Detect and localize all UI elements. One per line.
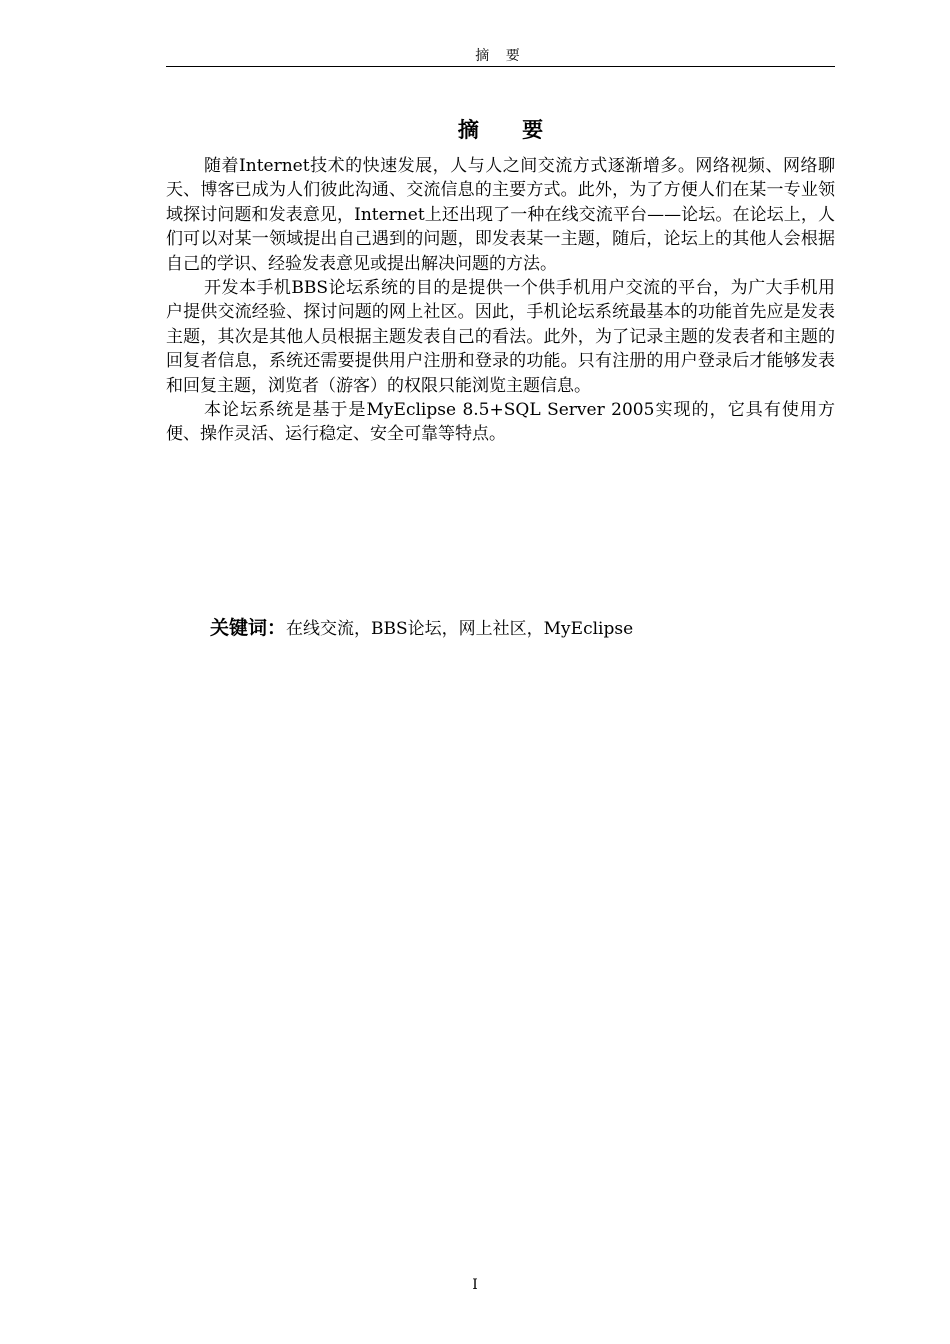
abstract-paragraph-1: 随着Internet技术的快速发展，人与人之间交流方式逐渐增多。网络视频、网络聊天、博客已成为人们彼此沟通、交流信息的主要方式。此外，为了方便人们在某一专业领域探讨问题和发表意见，Internet上还出现了一种在线交流平台——论坛。在论坛上，人们可以对某一领域提出自己遇到的问题，即发表某一主题，随后，论坛上的其他人会根据自己的学识、经验发表意见或提出解决问题的方法。 xyxy=(166,156,835,274)
abstract-paragraph-2: 开发本手机BBS论坛系统的目的是提供一个供手机用户交流的平台，为广大手机用户提供交流经验、探讨问题的网上社区。因此，手机论坛系统最基本的功能首先应是发表主题，其次是其他人员根据主题发表自己的看法。此外，为了记录主题的发表者和主题的回复者信息，系统还需要提供用户注册和登录的功能。只有注册的用户登录后才能够发表和回复主题，浏览者（游客）的权限只能浏览主题信息。 xyxy=(166,278,835,396)
keywords-value: 在线交流，BBS论坛，网上社区，MyEclipse xyxy=(286,619,634,639)
keywords-label: 关键词： xyxy=(210,617,287,639)
header-divider xyxy=(166,66,835,67)
keywords-line xyxy=(210,615,835,642)
page-number: I xyxy=(472,1277,478,1293)
abstract-paragraph-3: 本论坛系统是基于是MyEclipse 8.5+SQL Server 2005实现的，它具有使用方便、操作灵活、运行稳定、安全可靠等特点。 xyxy=(166,400,835,445)
running-header: 摘 要 xyxy=(475,48,526,64)
abstract-body xyxy=(166,154,835,447)
page-title: 摘 要 xyxy=(457,118,562,142)
